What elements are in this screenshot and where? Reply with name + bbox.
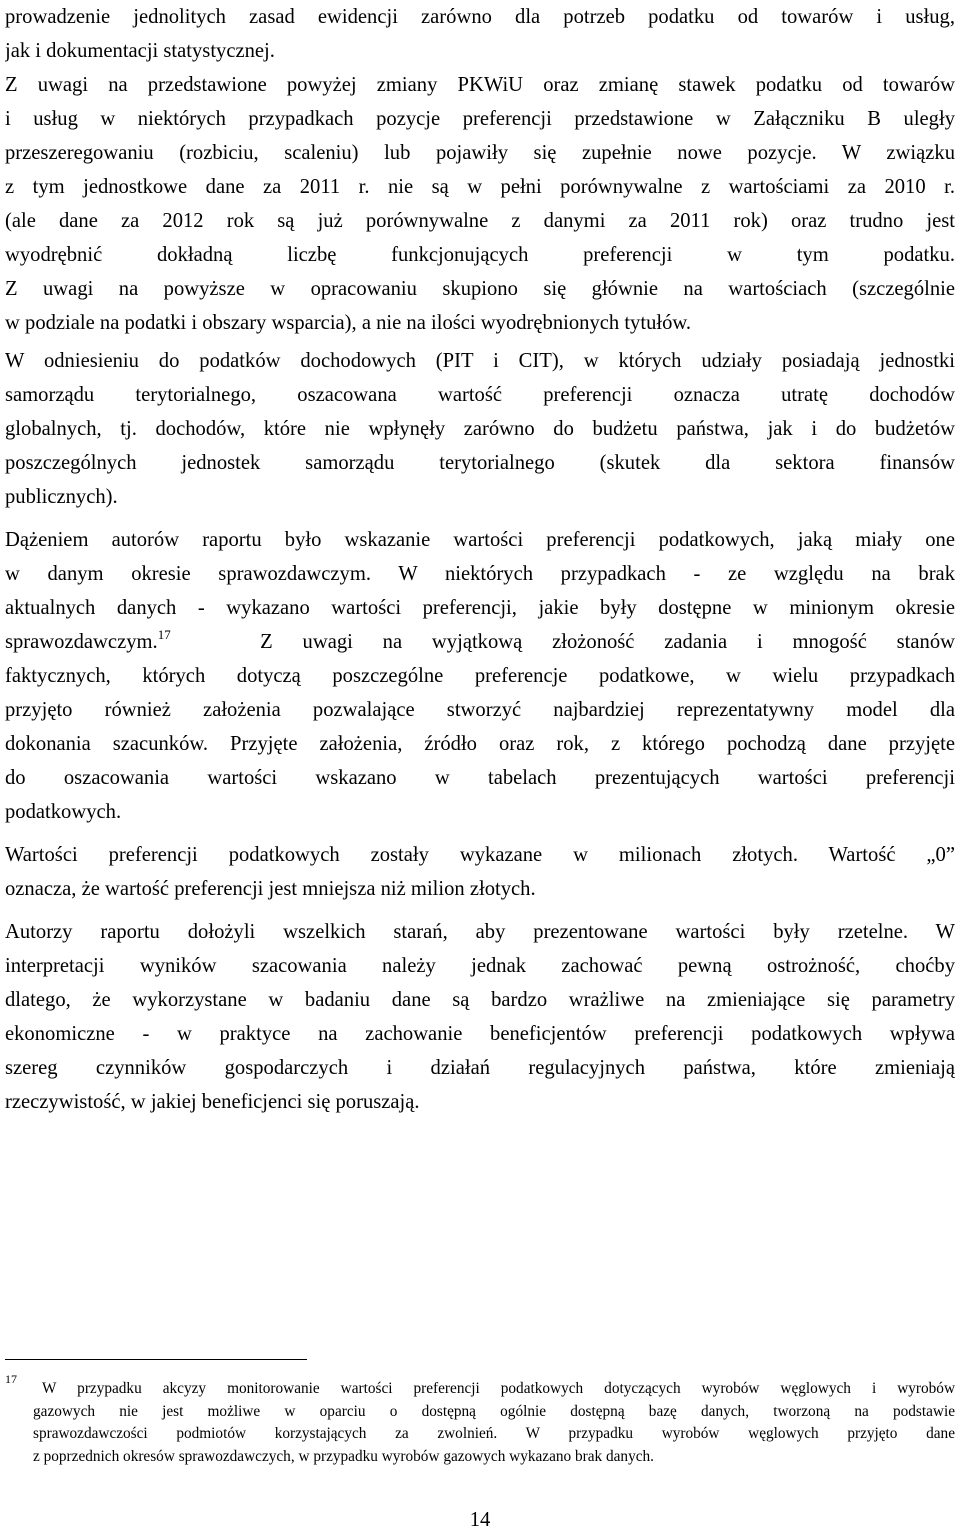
text-line: dokonania szacunków. Przyjęte założenia, źródło oraz rok, z którego pochodzą dane przyjęte bbox=[5, 733, 955, 755]
paragraph-income-taxes bbox=[5, 344, 955, 514]
paragraph-authors-note bbox=[5, 915, 955, 1119]
footnote-line: W przypadku akcyzy monitorowanie wartości preferencji podatkowych dotyczących wyrobów węglowych i wyrobów bbox=[42, 1380, 955, 1397]
text-line: i usług w niektórych przypadkach pozycje preferencji przedstawione w Załączniku B uległy bbox=[5, 108, 955, 130]
text-line: rzeczywistość, w jakiej beneficjenci się poruszają. bbox=[5, 1091, 420, 1113]
paragraph-report-aim bbox=[5, 523, 955, 829]
text-line: dlatego, że wykorzystane w badaniu dane są bardzo wrażliwe na zmieniające się parametry bbox=[5, 989, 955, 1011]
text-line: wyodrębnić dokładną liczbę funkcjonujących preferencji w tym podatku. bbox=[5, 244, 955, 266]
footnote-line: sprawozdawczości podmiotów korzystających za zwolnień. W przypadku wyrobów węglowych przyjęto dane bbox=[33, 1425, 955, 1442]
text-line: Z uwagi na powyższe w opracowaniu skupiono się głównie na wartościach (szczególnie bbox=[5, 278, 955, 300]
text-line: w podziale na podatki i obszary wsparcia), a nie na ilości wyodrębnionych tytułów. bbox=[5, 312, 692, 334]
text-line: W odniesieniu do podatków dochodowych (PIT i CIT), w których udziały posiadają jednostki bbox=[5, 350, 955, 372]
footnote-line: gazowych nie jest możliwe w oparciu o dostępną ogólnie dostępną bazę danych, tworzoną na podstawie bbox=[33, 1402, 955, 1420]
text-line: prowadzenie jednolitych zasad ewidencji zarówno dla potrzeb podatku od towarów i usług, bbox=[5, 6, 955, 28]
text-line: w danym okresie sprawozdawczym. W niektórych przypadkach - ze względu na brak bbox=[5, 563, 955, 585]
text-line: (ale dane za 2012 rok są już porównywalne z danymi za 2011 rok) oraz trudno jest bbox=[5, 210, 955, 232]
footnote-line: z poprzednich okresów sprawozdawczych, w przypadku wyrobów gazowych wykazano brak danych. bbox=[33, 1447, 654, 1465]
text-line: globalnych, tj. dochodów, które nie wpłynęły zarówno do budżetu państwa, jak i do budżetów bbox=[5, 418, 955, 440]
footnote-separator bbox=[5, 1359, 307, 1360]
text-line: Autorzy raportu dołożyli wszelkich starań, aby prezentowane wartości były rzetelne. W bbox=[5, 921, 955, 943]
text-line: do oszacowania wartości wskazano w tabelach prezentujących wartości preferencji bbox=[5, 767, 955, 789]
text-line: szereg czynników gospodarczych i działań regulacyjnych państwa, które zmieniają bbox=[5, 1057, 955, 1079]
text-line: ekonomiczne - w praktyce na zachowanie beneficjentów preferencji podatkowych wpływa bbox=[5, 1023, 955, 1045]
text-line: faktycznych, których dotyczą poszczególne preferencje podatkowe, w wielu przypadkach bbox=[5, 665, 955, 687]
text-line: jak i dokumentacji statystycznej. bbox=[5, 40, 275, 62]
text-line: aktualnych danych - wykazano wartości preferencji, jakie były dostępne w minionym okresie bbox=[5, 597, 955, 619]
text-line bbox=[5, 625, 955, 659]
text-line: przeszeregowaniu (rozbiciu, scaleniu) lub pojawiły się zupełnie nowe pozycje. W związku bbox=[5, 142, 955, 164]
footnote-text bbox=[33, 1378, 955, 1468]
text-segment: Z uwagi na wyjątkową złożoność zadania i mnogość stanów bbox=[260, 631, 955, 653]
paragraph-pkwiu-changes bbox=[5, 0, 955, 340]
text-line: publicznych). bbox=[5, 486, 118, 508]
text-segment: sprawozdawczym. bbox=[5, 631, 158, 653]
page-number: 14 bbox=[469, 1509, 491, 1531]
text-line: podatkowych. bbox=[5, 801, 122, 823]
text-line: poszczególnych jednostek samorządu terytorialnego (skutek dla sektora finansów bbox=[5, 452, 955, 474]
text-line: Wartości preferencji podatkowych zostały wykazane w milionach złotych. Wartość „0” bbox=[5, 844, 955, 866]
text-line: interpretacji wyników szacowania należy jednak zachować pewną ostrożność, choćby bbox=[5, 955, 955, 977]
text-line: z tym jednostkowe dane za 2011 r. nie są w pełni porównywalne z wartościami za 2010 r. bbox=[5, 176, 955, 198]
footnote-reference[interactable]: 17 bbox=[157, 627, 171, 642]
footnote-marker: 17 bbox=[5, 1372, 17, 1386]
text-line: przyjęto również założenia pozwalające stworzyć najbardziej reprezentatywny model dla bbox=[5, 699, 955, 721]
text-line: samorządu terytorialnego, oszacowana wartość preferencji oznacza utratę dochodów bbox=[5, 384, 955, 406]
text-line: oznacza, że wartość preferencji jest mniejsza niż milion złotych. bbox=[5, 878, 536, 900]
paragraph-value-units bbox=[5, 838, 955, 906]
text-line: Z uwagi na przedstawione powyżej zmiany PKWiU oraz zmianę stawek podatku od towarów bbox=[5, 74, 955, 96]
text-line: Dążeniem autorów raportu było wskazanie wartości preferencji podatkowych, jaką miały one bbox=[5, 529, 955, 551]
